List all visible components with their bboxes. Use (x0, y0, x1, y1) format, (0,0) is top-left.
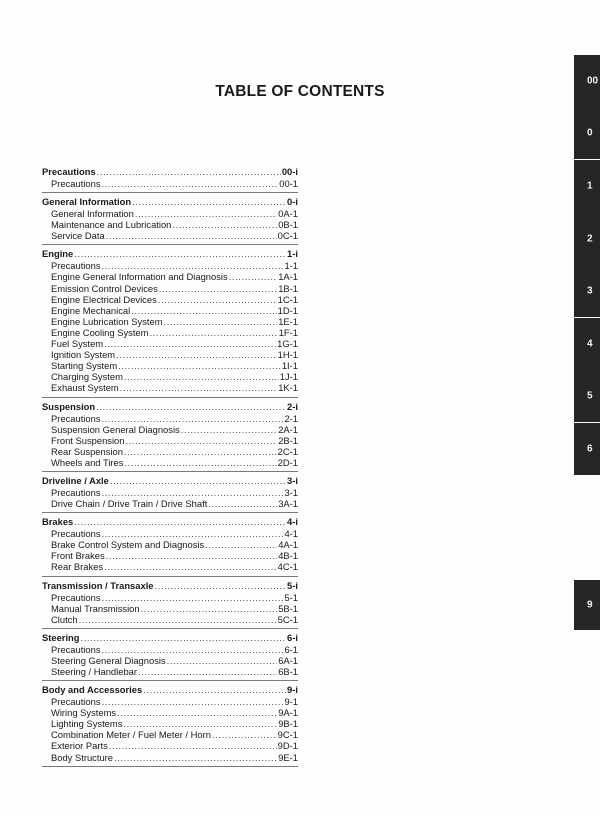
toc-entry[interactable] (42, 644, 298, 655)
toc-entry[interactable] (42, 718, 298, 729)
toc-entry-label: Manual Transmission (51, 602, 140, 614)
toc-heading-label: General Information (42, 196, 132, 208)
toc-entry-label: Steering / Handlebar (51, 666, 137, 677)
page-number: 2D-1 (277, 456, 298, 468)
dot-leader (102, 487, 284, 498)
dot-leader (120, 382, 277, 393)
page-number: 1G-1 (277, 338, 298, 350)
toc-section-heading[interactable] (42, 401, 298, 413)
section-tab[interactable] (574, 318, 600, 370)
dot-leader (104, 338, 276, 349)
toc-entry[interactable] (42, 178, 298, 189)
toc-heading-label: Precautions (42, 166, 96, 177)
toc-entry-label: Front Suspension (51, 434, 125, 446)
toc-entry[interactable] (42, 294, 298, 305)
page-number: 4-1 (284, 528, 298, 540)
toc-entry[interactable] (42, 487, 298, 498)
toc-section-heading[interactable] (42, 632, 298, 644)
page-number: 2A-1 (278, 423, 298, 435)
page-number: 1H-1 (277, 349, 298, 361)
table-of-contents (42, 166, 298, 770)
toc-entry[interactable] (42, 729, 298, 740)
page-number: 4A-1 (278, 539, 298, 551)
toc-entry-label: Combination Meter / Fuel Meter / Horn (51, 729, 211, 741)
page-number: 3-1 (284, 486, 298, 498)
section-tab[interactable] (574, 370, 600, 422)
page-number: 1D-1 (277, 304, 298, 316)
toc-entry[interactable] (42, 592, 298, 603)
dot-leader (172, 219, 277, 230)
page-number: 5C-1 (277, 613, 298, 625)
dot-leader (102, 528, 284, 539)
page-number: 1I-1 (281, 360, 298, 372)
toc-entry-label: Precautions (51, 178, 101, 189)
toc-entry-label: Starting System (51, 360, 118, 372)
dot-leader (81, 632, 287, 644)
dot-leader (118, 360, 281, 371)
dot-leader (158, 294, 277, 305)
dot-leader (116, 349, 277, 360)
toc-entry-label: General Information (51, 208, 134, 220)
toc-entry-label: Ignition System (51, 349, 116, 361)
toc-section (42, 196, 298, 245)
page-number: 9A-1 (278, 707, 298, 719)
page-number: 9C-1 (277, 729, 298, 741)
toc-entry-label: Engine Electrical Devices (51, 293, 157, 305)
page-number: 0-i (287, 196, 298, 208)
toc-entry-label: Clutch (51, 613, 78, 625)
dot-leader (208, 498, 277, 509)
page-number: 9-1 (284, 696, 298, 708)
toc-entry[interactable] (42, 382, 298, 393)
toc-heading-label: Suspension (42, 400, 96, 412)
toc-entry[interactable] (42, 696, 298, 707)
toc-entry-label: Engine General Information and Diagnosis (51, 271, 228, 283)
toc-entry-label: Engine Mechanical (51, 304, 131, 316)
toc-heading-label: Body and Accessories (42, 684, 143, 696)
page-number: 4-i (287, 516, 298, 528)
section-tab-label: 9 (587, 599, 593, 611)
dot-leader (74, 516, 286, 528)
toc-section (42, 475, 298, 513)
dot-leader (102, 592, 284, 603)
toc-section (42, 684, 298, 767)
dot-leader (104, 561, 277, 572)
page-number: 5B-1 (278, 602, 298, 614)
page-number: 0C-1 (277, 230, 298, 242)
page-number: 2C-1 (277, 445, 298, 457)
toc-entry-label: Wheels and Tires (51, 456, 124, 468)
section-tab-label: 2 (587, 233, 593, 244)
toc-entry[interactable] (42, 413, 298, 424)
toc-entry[interactable] (42, 271, 298, 282)
dot-leader (131, 305, 276, 316)
toc-entry[interactable] (42, 371, 298, 382)
page-number: 1C-1 (277, 293, 298, 305)
page-number: 1K-1 (278, 382, 298, 394)
toc-entry[interactable] (42, 603, 298, 614)
dot-leader (135, 208, 277, 219)
page-number: 00-i (281, 166, 298, 177)
dot-leader (149, 327, 277, 338)
dot-leader (110, 475, 286, 487)
toc-entry[interactable] (42, 260, 298, 271)
page-number: 9E-1 (278, 751, 298, 763)
toc-entry[interactable] (42, 457, 298, 468)
dot-leader (159, 283, 277, 294)
dot-leader (96, 401, 286, 413)
dot-leader (141, 603, 278, 614)
toc-entry[interactable] (42, 424, 298, 435)
page-title: TABLE OF CONTENTS (215, 83, 385, 100)
section-tab[interactable] (574, 160, 600, 212)
dot-leader (102, 644, 284, 655)
toc-entry[interactable] (42, 360, 298, 371)
page-number: 4B-1 (278, 550, 298, 562)
toc-heading-label: Driveline / Axle (42, 474, 109, 486)
page-number: 9-i (287, 684, 298, 696)
toc-entry-label: Exterior Parts (51, 740, 108, 752)
toc-entry[interactable] (42, 327, 298, 338)
toc-entry-label: Exhaust System (51, 382, 119, 394)
page-number: 5-1 (284, 591, 298, 603)
toc-entry-label: Front Brakes (51, 550, 105, 562)
toc-entry-label: Precautions (51, 486, 101, 498)
dot-leader (167, 655, 278, 666)
toc-entry-label: Steering General Diagnosis (51, 654, 166, 666)
toc-entry-label: Service Data (51, 230, 105, 242)
page-number: 1-1 (284, 260, 298, 272)
dot-leader (79, 614, 277, 625)
dot-leader (102, 260, 284, 271)
toc-section (42, 580, 298, 629)
page-number: 6-i (287, 631, 298, 643)
toc-entry-label: Precautions (51, 591, 101, 603)
toc-section-heading[interactable] (42, 248, 298, 260)
toc-heading-label: Transmission / Transaxle (42, 579, 154, 591)
dot-leader (117, 707, 277, 718)
toc-entry[interactable] (42, 305, 298, 316)
toc-entry[interactable] (42, 349, 298, 360)
dot-leader (181, 424, 277, 435)
section-tab-label: 5 (587, 390, 593, 402)
dot-leader (106, 550, 278, 561)
toc-entry[interactable] (42, 498, 298, 509)
toc-entry-label: Precautions (51, 412, 101, 424)
dot-leader (123, 718, 277, 729)
toc-entry-label: Body Structure (51, 751, 114, 763)
toc-section-heading[interactable] (42, 580, 298, 592)
dot-leader (212, 729, 277, 740)
toc-heading-label: Engine (42, 248, 74, 260)
section-tab-label: 00 (587, 75, 599, 87)
dot-leader (124, 457, 276, 468)
page-number: 1-i (287, 248, 298, 260)
page-number: 2-i (287, 400, 298, 412)
dot-leader (74, 248, 286, 260)
toc-entry-label: Engine Cooling System (51, 326, 149, 338)
toc-section (42, 632, 298, 681)
page-number: 1J-1 (279, 371, 298, 383)
section-tab[interactable] (574, 580, 600, 630)
section-tab[interactable] (574, 55, 600, 107)
section-tab-label: 1 (587, 180, 593, 192)
toc-entry-label: Suspension General Diagnosis (51, 423, 180, 435)
dot-leader (229, 271, 278, 282)
page-number: 9D-1 (277, 740, 298, 752)
section-tab-label: 4 (587, 338, 593, 350)
toc-section (42, 516, 298, 576)
toc-entry-label: Precautions (51, 528, 101, 540)
dot-leader (102, 696, 284, 707)
section-tab[interactable] (574, 423, 600, 475)
toc-entry[interactable] (42, 316, 298, 327)
dot-leader (102, 413, 284, 424)
section-tab[interactable] (574, 107, 600, 159)
toc-section (42, 248, 298, 397)
toc-entry[interactable] (42, 283, 298, 294)
page-number: 4C-1 (277, 561, 298, 573)
toc-entry-label: Rear Suspension (51, 445, 123, 457)
page-number: 3-i (287, 474, 298, 486)
dot-leader (155, 580, 287, 592)
page-number: 00-1 (279, 178, 298, 189)
dot-leader (114, 752, 277, 763)
toc-entry-label: Maintenance and Lubrication (51, 219, 172, 231)
toc-entry[interactable] (42, 561, 298, 572)
dot-leader (132, 196, 286, 208)
toc-entry[interactable] (42, 740, 298, 751)
toc-entry[interactable] (42, 655, 298, 666)
toc-entry-label: Charging System (51, 371, 123, 383)
toc-section (42, 166, 298, 193)
toc-entry-label: Wiring Systems (51, 707, 117, 719)
page-number: 2-1 (284, 412, 298, 424)
dot-leader (109, 740, 277, 751)
toc-entry-label: Engine Lubrication System (51, 315, 163, 327)
toc-entry[interactable] (42, 230, 298, 241)
page-number: 1B-1 (278, 282, 298, 294)
toc-entry[interactable] (42, 752, 298, 763)
page-number: 1A-1 (278, 271, 298, 283)
toc-section (42, 401, 298, 472)
page-number: 6A-1 (278, 654, 298, 666)
section-tab-label: 3 (587, 285, 593, 297)
toc-entry[interactable] (42, 338, 298, 349)
section-tab[interactable] (574, 212, 600, 265)
toc-entry-label: Lighting Systems (51, 718, 123, 730)
toc-entry-label: Rear Brakes (51, 561, 104, 573)
toc-entry[interactable] (42, 435, 298, 446)
dot-leader (102, 178, 279, 189)
toc-entry-label: Fuel System (51, 338, 104, 350)
page-number: 6B-1 (278, 666, 298, 677)
toc-entry-label: Emission Control Devices (51, 282, 158, 294)
toc-entry[interactable] (42, 539, 298, 550)
dot-leader (106, 230, 277, 241)
toc-heading-label: Steering (42, 631, 80, 643)
section-tab-label: 0 (587, 127, 593, 139)
section-tab-label: 6 (587, 443, 593, 455)
toc-section-heading[interactable] (42, 475, 298, 487)
dot-leader (124, 371, 279, 382)
page-number: 0B-1 (278, 219, 298, 231)
toc-entry-label: Precautions (51, 696, 101, 708)
toc-heading-label: Brakes (42, 516, 74, 528)
toc-entry[interactable] (42, 208, 298, 219)
dot-leader (143, 684, 286, 696)
toc-entry[interactable] (42, 528, 298, 539)
toc-entry[interactable] (42, 666, 298, 677)
dot-leader (164, 316, 278, 327)
toc-entry[interactable] (42, 614, 298, 625)
toc-entry[interactable] (42, 446, 298, 457)
toc-entry-label: Drive Chain / Drive Train / Drive Shaft (51, 498, 208, 510)
page-number: 6-1 (284, 643, 298, 655)
toc-section-heading[interactable] (42, 684, 298, 696)
page-number: 2B-1 (278, 434, 298, 446)
toc-section-heading[interactable] (42, 516, 298, 528)
page-number: 9B-1 (278, 718, 298, 730)
page-number: 5-i (287, 579, 298, 591)
page-number: 1E-1 (278, 315, 298, 327)
dot-leader (125, 435, 277, 446)
page-number: 1F-1 (278, 326, 298, 338)
section-tab[interactable] (574, 265, 600, 317)
dot-leader (138, 666, 277, 677)
toc-entry[interactable] (42, 707, 298, 718)
dot-leader (97, 166, 281, 178)
toc-section-heading[interactable] (42, 166, 298, 178)
toc-entry[interactable] (42, 550, 298, 561)
toc-entry[interactable] (42, 219, 298, 230)
toc-section-heading[interactable] (42, 196, 298, 208)
toc-entry-label: Precautions (51, 260, 101, 272)
toc-entry-label: Brake Control System and Diagnosis (51, 539, 205, 551)
page-number: 0A-1 (278, 208, 298, 220)
toc-entry-label: Precautions (51, 643, 101, 655)
dot-leader (124, 446, 277, 457)
dot-leader (205, 539, 277, 550)
page-number: 3A-1 (278, 498, 298, 510)
